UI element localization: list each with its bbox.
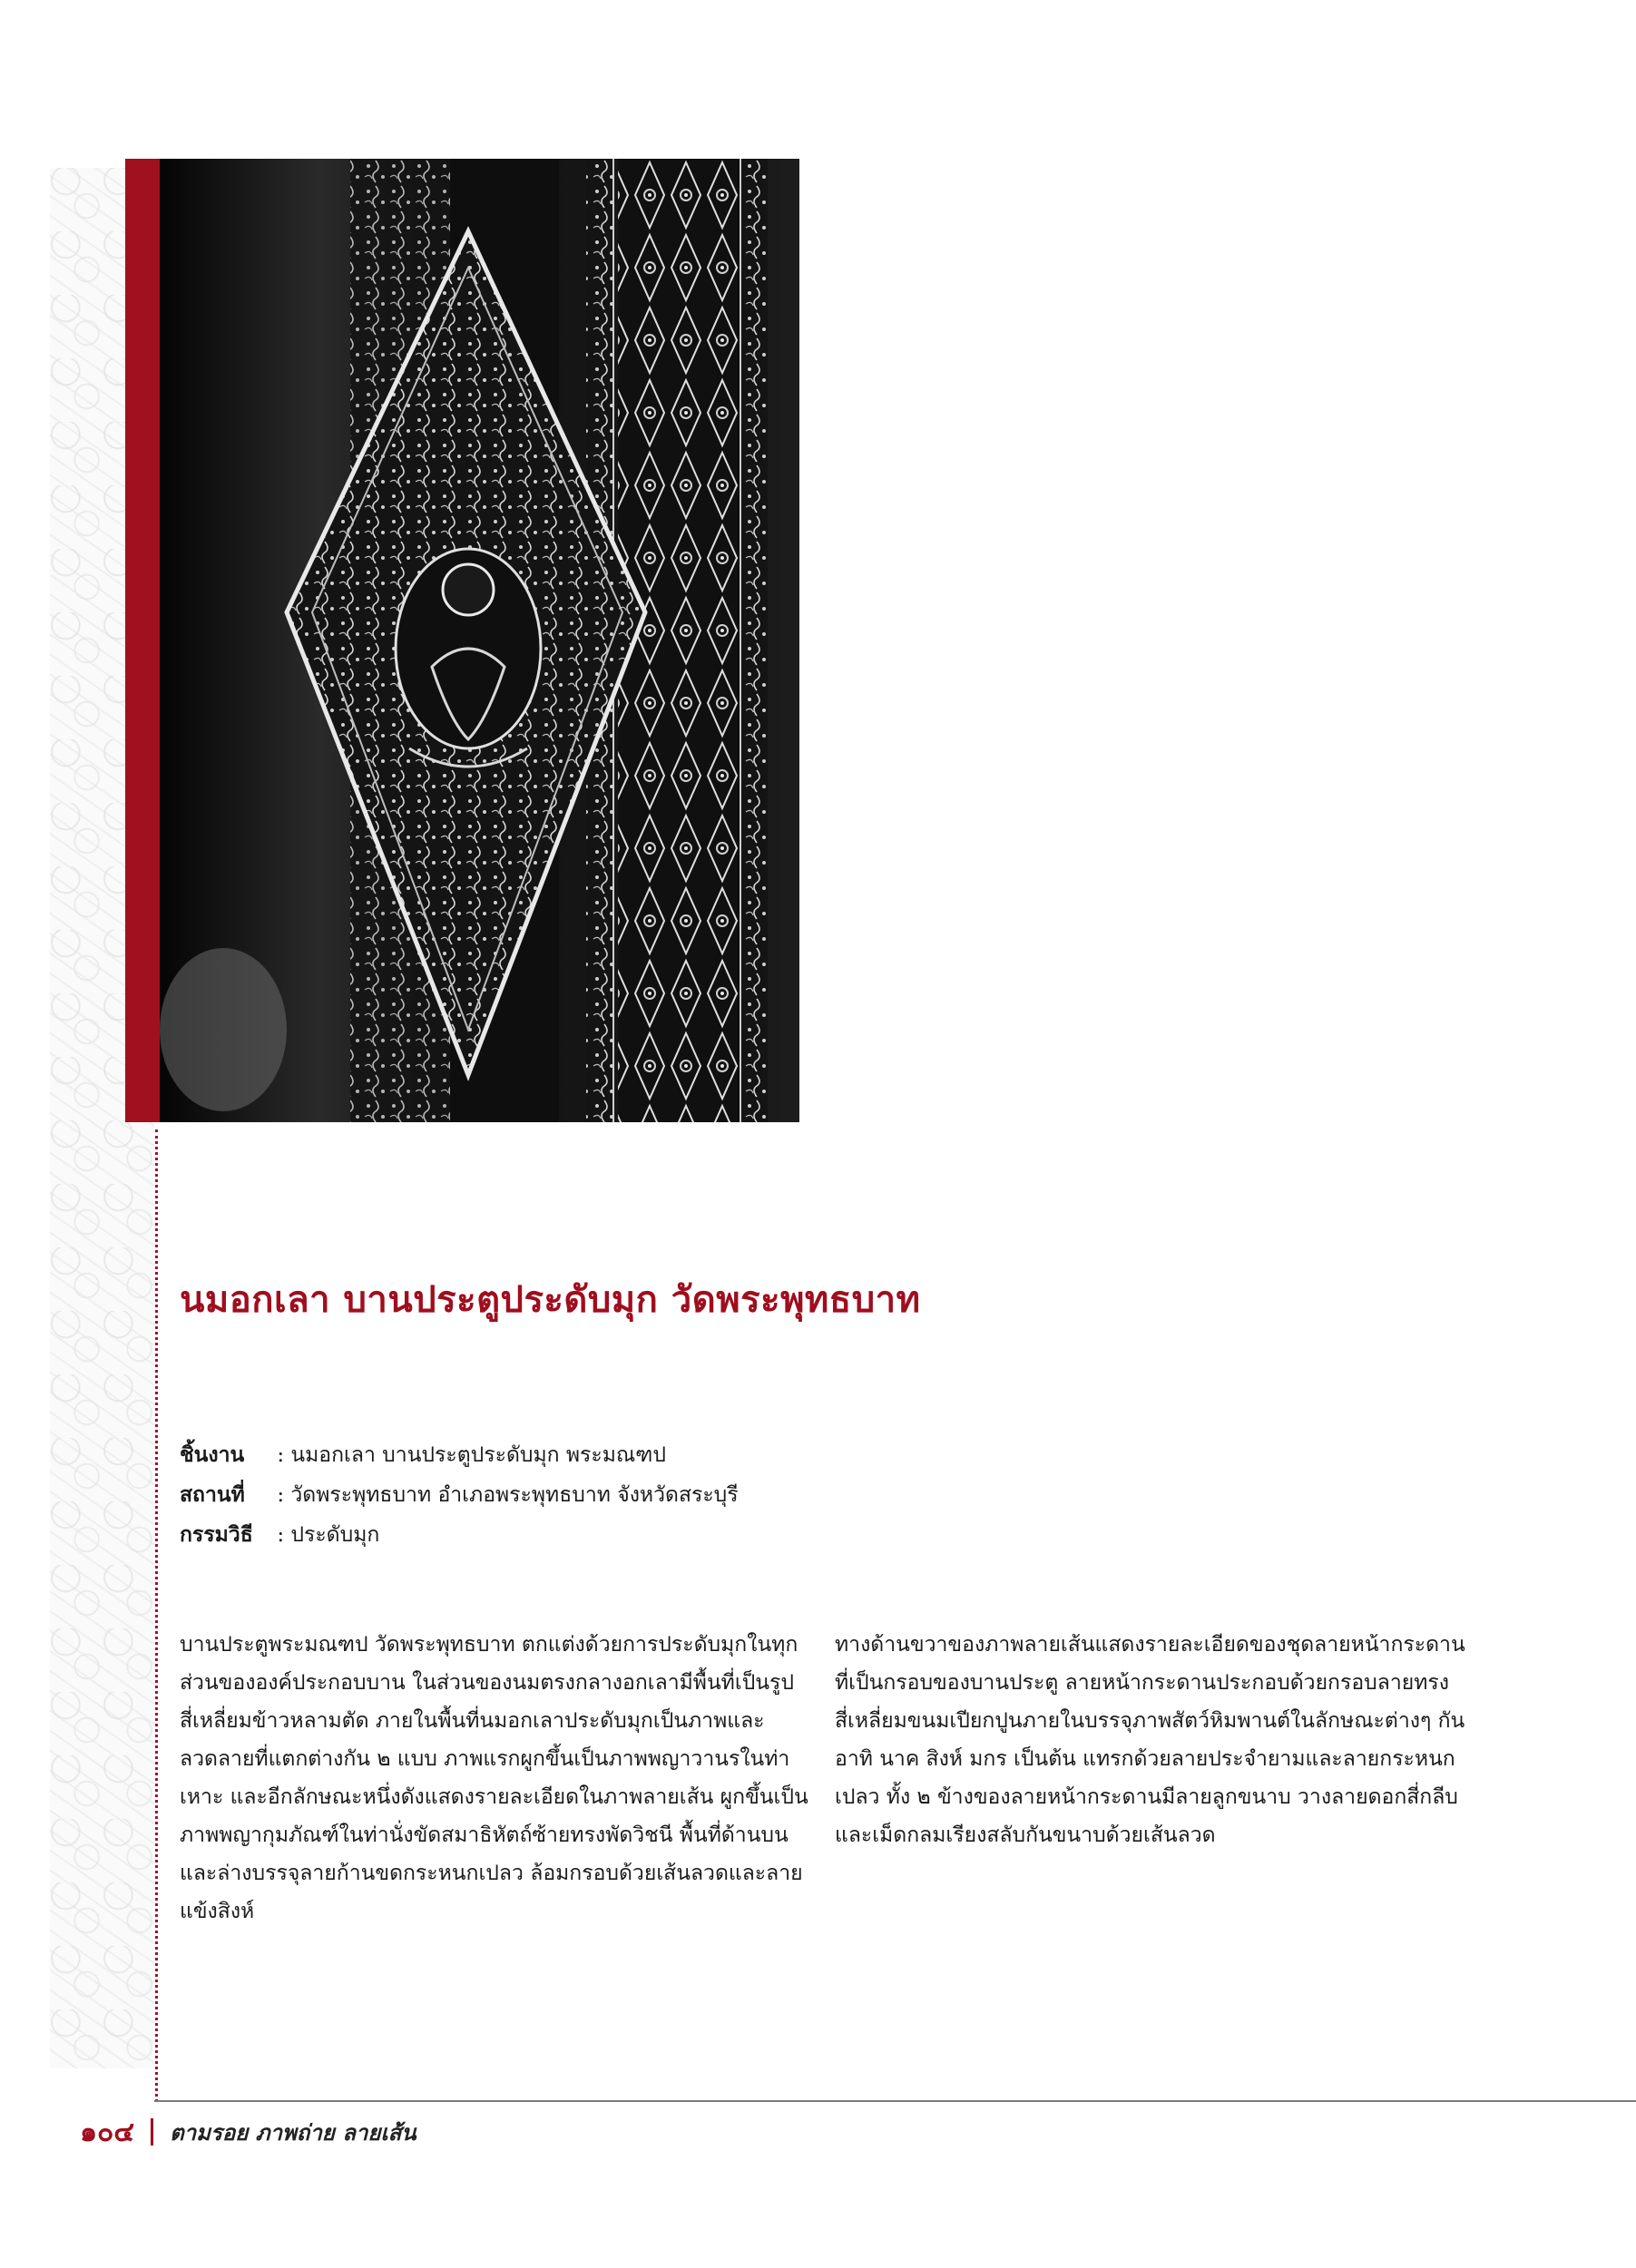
artwork-details <box>180 1435 739 1555</box>
mother-of-pearl-door-photo <box>160 159 799 1122</box>
body-text-right-column: ทางด้านขวาของภาพลายเส้นแสดงรายละเอียดของชุดลายหน้ากระดานที่เป็นกรอบของบานประตู ลายหน้ากระดานประกอบด้วยกรอบลายทรงสี่เหลี่ยมขนมเปียกปูนภายในบรรจุภาพสัตว์หิมพานต์ในลักษณะต่างๆ กัน อาทิ นาค สิงห์ มกร เป็นต้น แทรกด้วยลายประจำยามและลายกระหนกเปลว ทั้ง ๒ ข้างของลายหน้ากระดานมีลายลูกขนาบ วางลายดอกสี่กลีบและเม็ดกลมเรียงสลับกันขนาบด้วยเส้นลวด <box>835 1633 1465 1847</box>
detail-row-piece <box>180 1435 739 1475</box>
detail-label: กรรมวิธี <box>180 1523 253 1547</box>
running-title: ตามรอย ภาพถ่าย ลายเส้น <box>170 2119 416 2146</box>
footer-separator <box>151 2118 153 2146</box>
photo-illustration <box>160 159 799 1122</box>
page-footer <box>80 2114 416 2150</box>
body-text-left-column: บานประตูพระมณฑป วัดพระพุทธบาท ตกแต่งด้วยการประดับมุกในทุกส่วนขององค์ประกอบบาน ในส่วนของนมตรงกลางอกเลามีพื้นที่เป็นรูปสี่เหลี่ยมข้าวหลามตัด ภายในพื้นที่นมอกเลาประดับมุกเป็นภาพและลวดลายที่แตกต่างกัน ๒ แบบ ภาพแรกผูกขึ้นเป็นภาพพญาวานรในท่าเหาะ และอีกลักษณะหนึ่งดังแสดงรายละเอียดในภาพลายเส้น ผูกขึ้นเป็นภาพพญากุมภัณฑ์ในท่านั่งขัดสมาธิหัตถ์ซ้ายทรงพัดวิชนี พื้นที่ด้านบนและล่างบรรจุลายก้านขดกระหนกเปลว ล้อมกรอบด้วยเส้นลวดและลายแข้งสิงห์ <box>180 1633 808 1923</box>
detail-value: : นมอกเลา บานประตูประดับมุก พระมณฑป <box>277 1443 666 1467</box>
detail-row-technique <box>180 1515 739 1555</box>
page-number: ๑๐๔ <box>80 2116 135 2148</box>
page-title: นมอกเลา บานประตูประดับมุก วัดพระพุทธบาท <box>180 1279 921 1321</box>
dotted-divider <box>155 1129 158 2102</box>
footer-divider <box>154 2100 1636 2102</box>
detail-row-location <box>180 1475 739 1515</box>
detail-value: : วัดพระพุทธบาท อำเภอพระพุทธบาท จังหวัดสระบุรี <box>277 1483 739 1507</box>
red-accent-bar <box>125 159 160 1122</box>
detail-label: สถานที่ <box>180 1483 245 1507</box>
detail-value: : ประดับมุก <box>277 1523 380 1547</box>
detail-label: ชิ้นงาน <box>180 1443 245 1467</box>
